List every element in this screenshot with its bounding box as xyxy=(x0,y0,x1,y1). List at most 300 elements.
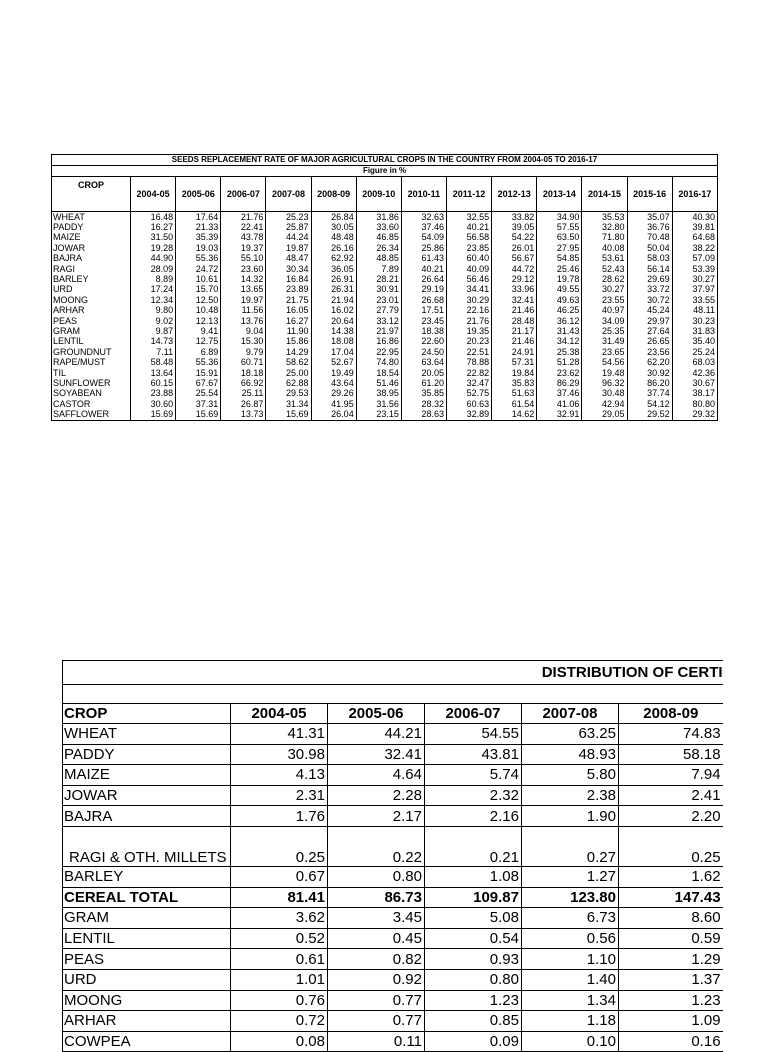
value-cell: 35.39 xyxy=(176,233,221,243)
table1-header-row xyxy=(52,177,718,212)
value-cell: 49.63 xyxy=(537,295,582,305)
value-cell: 9.80 xyxy=(131,306,176,316)
crop-name-cell: BARLEY xyxy=(52,274,131,284)
table-row xyxy=(52,222,718,232)
value-cell: 36.05 xyxy=(311,264,356,274)
value-cell: 16.05 xyxy=(266,306,311,316)
value-cell: 0.25 xyxy=(231,826,328,866)
crop-name-cell: URD xyxy=(63,969,231,990)
value-cell: 19.28 xyxy=(131,243,176,253)
value-cell: 11.90 xyxy=(266,326,311,336)
value-cell: 0.11 xyxy=(328,1031,425,1052)
value-cell: 27.64 xyxy=(627,326,672,336)
value-cell: 2.28 xyxy=(328,785,425,806)
value-cell: 3.45 xyxy=(328,908,425,929)
value-cell: 52.75 xyxy=(446,389,491,399)
value-cell: 16.27 xyxy=(131,222,176,232)
value-cell: 1.34 xyxy=(522,990,619,1011)
value-cell: 22.82 xyxy=(446,368,491,378)
value-cell: 35.40 xyxy=(672,337,717,347)
value-cell: 49.55 xyxy=(537,285,582,295)
crop-name-cell: PADDY xyxy=(63,744,231,765)
value-cell: 33.60 xyxy=(356,222,401,232)
crop-name-cell: JOWAR xyxy=(63,785,231,806)
value-cell: 25.11 xyxy=(221,389,266,399)
value-cell: 15.91 xyxy=(176,368,221,378)
value-cell: 1.29 xyxy=(619,949,723,970)
value-cell: 0.45 xyxy=(328,928,425,949)
value-cell: 22.16 xyxy=(446,306,491,316)
value-cell: 43.78 xyxy=(221,233,266,243)
table-row xyxy=(63,1031,723,1052)
value-cell: 31.86 xyxy=(356,212,401,223)
value-cell: 48.11 xyxy=(672,306,717,316)
value-cell: 56.14 xyxy=(627,264,672,274)
value-cell: 4.64 xyxy=(328,765,425,786)
value-cell: 1.40 xyxy=(522,969,619,990)
value-cell: 86.29 xyxy=(537,378,582,388)
value-cell: 51.63 xyxy=(492,389,537,399)
value-cell: 18.54 xyxy=(356,368,401,378)
value-cell: 54.85 xyxy=(537,254,582,264)
value-cell: 61.43 xyxy=(401,254,446,264)
table-row xyxy=(52,243,718,253)
table-row xyxy=(63,866,723,887)
value-cell: 0.76 xyxy=(231,990,328,1011)
value-cell: 61.54 xyxy=(492,399,537,409)
value-cell: 86.20 xyxy=(627,378,672,388)
table-row xyxy=(52,233,718,243)
value-cell: 0.08 xyxy=(231,1031,328,1052)
value-cell: 86.73 xyxy=(328,887,425,908)
crop-name-cell: JOWAR xyxy=(52,243,131,253)
value-cell: 21.94 xyxy=(311,295,356,305)
value-cell: 34.09 xyxy=(582,316,627,326)
value-cell: 70.48 xyxy=(627,233,672,243)
value-cell: 0.54 xyxy=(425,928,522,949)
value-cell: 30.05 xyxy=(311,222,356,232)
value-cell: 66.92 xyxy=(221,378,266,388)
value-cell: 30.67 xyxy=(672,378,717,388)
value-cell: 2.32 xyxy=(425,785,522,806)
value-cell: 30.29 xyxy=(446,295,491,305)
value-cell: 29.69 xyxy=(627,274,672,284)
value-cell: 7.94 xyxy=(619,765,723,786)
table1-year-header: 2015-16 xyxy=(627,177,672,212)
value-cell: 1.27 xyxy=(522,866,619,887)
value-cell: 19.78 xyxy=(537,274,582,284)
value-cell: 3.62 xyxy=(231,908,328,929)
value-cell: 15.30 xyxy=(221,337,266,347)
certified-seed-distribution-table xyxy=(62,660,723,1052)
value-cell: 50.04 xyxy=(627,243,672,253)
crop-name-cell: SOYABEAN xyxy=(52,389,131,399)
table-row xyxy=(52,306,718,316)
value-cell: 8.89 xyxy=(131,274,176,284)
table-row xyxy=(63,969,723,990)
value-cell: 38.22 xyxy=(672,243,717,253)
value-cell: 17.64 xyxy=(176,212,221,223)
value-cell: 0.82 xyxy=(328,949,425,970)
value-cell: 11.56 xyxy=(221,306,266,316)
value-cell: 28.21 xyxy=(356,274,401,284)
value-cell: 74.80 xyxy=(356,357,401,367)
table2-year-header: 2007-08 xyxy=(522,704,619,724)
value-cell: 71.80 xyxy=(582,233,627,243)
value-cell: 48.47 xyxy=(266,254,311,264)
value-cell: 54.09 xyxy=(401,233,446,243)
value-cell: 38.95 xyxy=(356,389,401,399)
value-cell: 24.72 xyxy=(176,264,221,274)
value-cell: 21.17 xyxy=(492,326,537,336)
value-cell: 18.08 xyxy=(311,337,356,347)
table2-body xyxy=(63,661,723,1052)
value-cell: 60.40 xyxy=(446,254,491,264)
crop-name-cell: RAGI & OTH. MILLETS xyxy=(63,826,231,866)
value-cell: 1.76 xyxy=(231,806,328,827)
value-cell: 0.72 xyxy=(231,1011,328,1032)
value-cell: 22.51 xyxy=(446,347,491,357)
value-cell: 41.95 xyxy=(311,399,356,409)
value-cell: 8.60 xyxy=(619,908,723,929)
value-cell: 18.18 xyxy=(221,368,266,378)
value-cell: 37.46 xyxy=(401,222,446,232)
value-cell: 55.10 xyxy=(221,254,266,264)
value-cell: 62.88 xyxy=(266,378,311,388)
crop-name-cell: RAPE/MUST xyxy=(52,357,131,367)
table-row xyxy=(52,254,718,264)
value-cell: 6.73 xyxy=(522,908,619,929)
value-cell: 58.03 xyxy=(627,254,672,264)
crop-name-cell: GRAM xyxy=(52,326,131,336)
value-cell: 21.46 xyxy=(492,306,537,316)
value-cell: 52.43 xyxy=(582,264,627,274)
crop-name-cell: ARHAR xyxy=(52,306,131,316)
value-cell: 2.31 xyxy=(231,785,328,806)
value-cell: 37.46 xyxy=(537,389,582,399)
value-cell: 6.89 xyxy=(176,347,221,357)
crop-name-cell: GROUNDNUT xyxy=(52,347,131,357)
value-cell: 32.80 xyxy=(582,222,627,232)
value-cell: 23.15 xyxy=(356,409,401,420)
value-cell: 20.23 xyxy=(446,337,491,347)
value-cell: 14.62 xyxy=(492,409,537,420)
value-cell: 26.64 xyxy=(401,274,446,284)
value-cell: 28.48 xyxy=(492,316,537,326)
value-cell: 19.37 xyxy=(221,243,266,253)
value-cell: 16.27 xyxy=(266,316,311,326)
value-cell: 21.33 xyxy=(176,222,221,232)
value-cell: 15.69 xyxy=(176,409,221,420)
value-cell: 12.75 xyxy=(176,337,221,347)
crop-name-cell: PADDY xyxy=(52,222,131,232)
value-cell: 33.82 xyxy=(492,212,537,223)
value-cell: 29.53 xyxy=(266,389,311,399)
value-cell: 53.39 xyxy=(672,264,717,274)
value-cell: 15.69 xyxy=(131,409,176,420)
crop-name-cell: MAIZE xyxy=(52,233,131,243)
value-cell: 16.02 xyxy=(311,306,356,316)
value-cell: 37.31 xyxy=(176,399,221,409)
value-cell: 31.56 xyxy=(356,399,401,409)
value-cell: 40.21 xyxy=(446,222,491,232)
value-cell: 46.85 xyxy=(356,233,401,243)
value-cell: 12.50 xyxy=(176,295,221,305)
table1-year-header: 2012-13 xyxy=(492,177,537,212)
value-cell: 12.13 xyxy=(176,316,221,326)
value-cell: 26.01 xyxy=(492,243,537,253)
value-cell: 37.74 xyxy=(627,389,672,399)
value-cell: 30.91 xyxy=(356,285,401,295)
value-cell: 57.55 xyxy=(537,222,582,232)
value-cell: 2.16 xyxy=(425,806,522,827)
value-cell: 30.27 xyxy=(672,274,717,284)
table-row xyxy=(52,368,718,378)
value-cell: 27.79 xyxy=(356,306,401,316)
crop-name-cell: LENTIL xyxy=(63,928,231,949)
table-row xyxy=(63,1011,723,1032)
crop-name-cell: CASTOR xyxy=(52,399,131,409)
value-cell: 0.25 xyxy=(619,826,723,866)
crop-name-cell: BARLEY xyxy=(63,866,231,887)
value-cell: 26.16 xyxy=(311,243,356,253)
value-cell: 15.69 xyxy=(266,409,311,420)
value-cell: 28.09 xyxy=(131,264,176,274)
value-cell: 31.49 xyxy=(582,337,627,347)
table1-subtitle: Figure in % xyxy=(52,166,718,177)
value-cell: 23.55 xyxy=(582,295,627,305)
value-cell: 62.92 xyxy=(311,254,356,264)
value-cell: 63.25 xyxy=(522,724,619,745)
value-cell: 17.51 xyxy=(401,306,446,316)
value-cell: 25.54 xyxy=(176,389,221,399)
value-cell: 13.73 xyxy=(221,409,266,420)
value-cell: 34.12 xyxy=(537,337,582,347)
value-cell: 60.63 xyxy=(446,399,491,409)
value-cell: 63.64 xyxy=(401,357,446,367)
value-cell: 0.92 xyxy=(328,969,425,990)
value-cell: 29.52 xyxy=(627,409,672,420)
value-cell: 55.36 xyxy=(176,357,221,367)
value-cell: 40.09 xyxy=(446,264,491,274)
value-cell: 54.12 xyxy=(627,399,672,409)
value-cell: 23.89 xyxy=(266,285,311,295)
value-cell: 39.81 xyxy=(672,222,717,232)
table-row xyxy=(63,826,723,866)
table2-blank-row xyxy=(63,685,723,704)
value-cell: 44.72 xyxy=(492,264,537,274)
value-cell: 57.31 xyxy=(492,357,537,367)
value-cell: 147.43 xyxy=(619,887,723,908)
table-row xyxy=(63,765,723,786)
value-cell: 25.35 xyxy=(582,326,627,336)
value-cell: 31.83 xyxy=(672,326,717,336)
value-cell: 1.10 xyxy=(522,949,619,970)
value-cell: 57.09 xyxy=(672,254,717,264)
value-cell: 23.45 xyxy=(401,316,446,326)
value-cell: 1.09 xyxy=(619,1011,723,1032)
value-cell: 2.17 xyxy=(328,806,425,827)
value-cell: 25.24 xyxy=(672,347,717,357)
value-cell: 33.55 xyxy=(672,295,717,305)
value-cell: 29.12 xyxy=(492,274,537,284)
table-row xyxy=(52,295,718,305)
value-cell: 23.01 xyxy=(356,295,401,305)
table-row xyxy=(52,326,718,336)
value-cell: 21.75 xyxy=(266,295,311,305)
value-cell: 23.60 xyxy=(221,264,266,274)
value-cell: 20.64 xyxy=(311,316,356,326)
value-cell: 33.96 xyxy=(492,285,537,295)
value-cell: 32.89 xyxy=(446,409,491,420)
value-cell: 60.15 xyxy=(131,378,176,388)
value-cell: 30.98 xyxy=(231,744,328,765)
value-cell: 60.71 xyxy=(221,357,266,367)
value-cell: 0.67 xyxy=(231,866,328,887)
value-cell: 32.41 xyxy=(328,744,425,765)
value-cell: 13.64 xyxy=(131,368,176,378)
value-cell: 21.76 xyxy=(221,212,266,223)
value-cell: 19.35 xyxy=(446,326,491,336)
value-cell: 42.36 xyxy=(672,368,717,378)
value-cell: 56.58 xyxy=(446,233,491,243)
value-cell: 51.46 xyxy=(356,378,401,388)
value-cell: 34.41 xyxy=(446,285,491,295)
table-row xyxy=(63,806,723,827)
certified-seed-distribution-section xyxy=(62,660,723,1051)
value-cell: 44.90 xyxy=(131,254,176,264)
value-cell: 1.08 xyxy=(425,866,522,887)
value-cell: 68.03 xyxy=(672,357,717,367)
value-cell: 40.08 xyxy=(582,243,627,253)
value-cell: 63.50 xyxy=(537,233,582,243)
table-row xyxy=(52,399,718,409)
value-cell: 2.41 xyxy=(619,785,723,806)
table-row xyxy=(52,357,718,367)
value-cell: 42.94 xyxy=(582,399,627,409)
value-cell: 0.22 xyxy=(328,826,425,866)
value-cell: 32.91 xyxy=(537,409,582,420)
value-cell: 54.55 xyxy=(425,724,522,745)
value-cell: 32.41 xyxy=(492,295,537,305)
value-cell: 48.85 xyxy=(356,254,401,264)
value-cell: 25.46 xyxy=(537,264,582,274)
table-row xyxy=(52,409,718,420)
value-cell: 14.29 xyxy=(266,347,311,357)
value-cell: 30.92 xyxy=(627,368,672,378)
value-cell: 36.12 xyxy=(537,316,582,326)
value-cell: 22.60 xyxy=(401,337,446,347)
table1-crop-header: CROP xyxy=(52,177,131,212)
value-cell: 16.84 xyxy=(266,274,311,284)
value-cell: 13.76 xyxy=(221,316,266,326)
value-cell: 24.91 xyxy=(492,347,537,357)
value-cell: 55.36 xyxy=(176,254,221,264)
value-cell: 1.01 xyxy=(231,969,328,990)
crop-name-cell: CEREAL TOTAL xyxy=(63,887,231,908)
seed-replacement-rate-table xyxy=(51,154,718,421)
table-row xyxy=(63,928,723,949)
value-cell: 26.65 xyxy=(627,337,672,347)
value-cell: 5.80 xyxy=(522,765,619,786)
table-row xyxy=(63,724,723,745)
table1-year-header: 2004-05 xyxy=(131,177,176,212)
table1-year-header: 2006-07 xyxy=(221,177,266,212)
value-cell: 25.86 xyxy=(401,243,446,253)
value-cell: 0.16 xyxy=(619,1031,723,1052)
table1-year-header: 2009-10 xyxy=(356,177,401,212)
value-cell: 29.97 xyxy=(627,316,672,326)
table-row xyxy=(52,389,718,399)
value-cell: 2.38 xyxy=(522,785,619,806)
value-cell: 31.43 xyxy=(537,326,582,336)
value-cell: 28.62 xyxy=(582,274,627,284)
value-cell: 51.28 xyxy=(537,357,582,367)
value-cell: 53.61 xyxy=(582,254,627,264)
table1-year-header: 2007-08 xyxy=(266,177,311,212)
value-cell: 1.23 xyxy=(425,990,522,1011)
value-cell: 23.56 xyxy=(627,347,672,357)
value-cell: 5.08 xyxy=(425,908,522,929)
value-cell: 0.77 xyxy=(328,990,425,1011)
value-cell: 30.60 xyxy=(131,399,176,409)
table-row xyxy=(52,212,718,223)
value-cell: 40.21 xyxy=(401,264,446,274)
value-cell: 35.53 xyxy=(582,212,627,223)
value-cell: 18.38 xyxy=(401,326,446,336)
value-cell: 32.55 xyxy=(446,212,491,223)
value-cell: 35.85 xyxy=(401,389,446,399)
crop-name-cell: PEAS xyxy=(63,949,231,970)
value-cell: 1.23 xyxy=(619,990,723,1011)
table2-header-row xyxy=(63,704,723,724)
value-cell: 38.17 xyxy=(672,389,717,399)
value-cell: 0.77 xyxy=(328,1011,425,1032)
value-cell: 29.32 xyxy=(672,409,717,420)
value-cell: 37.97 xyxy=(672,285,717,295)
table1-year-header: 2014-15 xyxy=(582,177,627,212)
value-cell: 9.41 xyxy=(176,326,221,336)
value-cell: 30.23 xyxy=(672,316,717,326)
value-cell: 32.63 xyxy=(401,212,446,223)
table2-year-header: 2006-07 xyxy=(425,704,522,724)
value-cell: 44.24 xyxy=(266,233,311,243)
value-cell: 78.88 xyxy=(446,357,491,367)
value-cell: 56.46 xyxy=(446,274,491,284)
table-row xyxy=(52,378,718,388)
table1-year-header: 2011-12 xyxy=(446,177,491,212)
value-cell: 30.48 xyxy=(582,389,627,399)
value-cell: 26.31 xyxy=(311,285,356,295)
table-row xyxy=(63,949,723,970)
table-row xyxy=(52,264,718,274)
value-cell: 7.89 xyxy=(356,264,401,274)
table2-year-header: 2008-09 xyxy=(619,704,723,724)
value-cell: 17.04 xyxy=(311,347,356,357)
table2-title-row xyxy=(63,661,723,685)
value-cell: 9.02 xyxy=(131,316,176,326)
value-cell: 25.00 xyxy=(266,368,311,378)
table-row xyxy=(52,274,718,284)
value-cell: 43.81 xyxy=(425,744,522,765)
value-cell: 40.97 xyxy=(582,306,627,316)
value-cell: 9.79 xyxy=(221,347,266,357)
table-row xyxy=(63,887,723,908)
value-cell: 1.62 xyxy=(619,866,723,887)
crop-name-cell: RAGI xyxy=(52,264,131,274)
crop-name-cell: WHEAT xyxy=(63,724,231,745)
value-cell: 0.10 xyxy=(522,1031,619,1052)
